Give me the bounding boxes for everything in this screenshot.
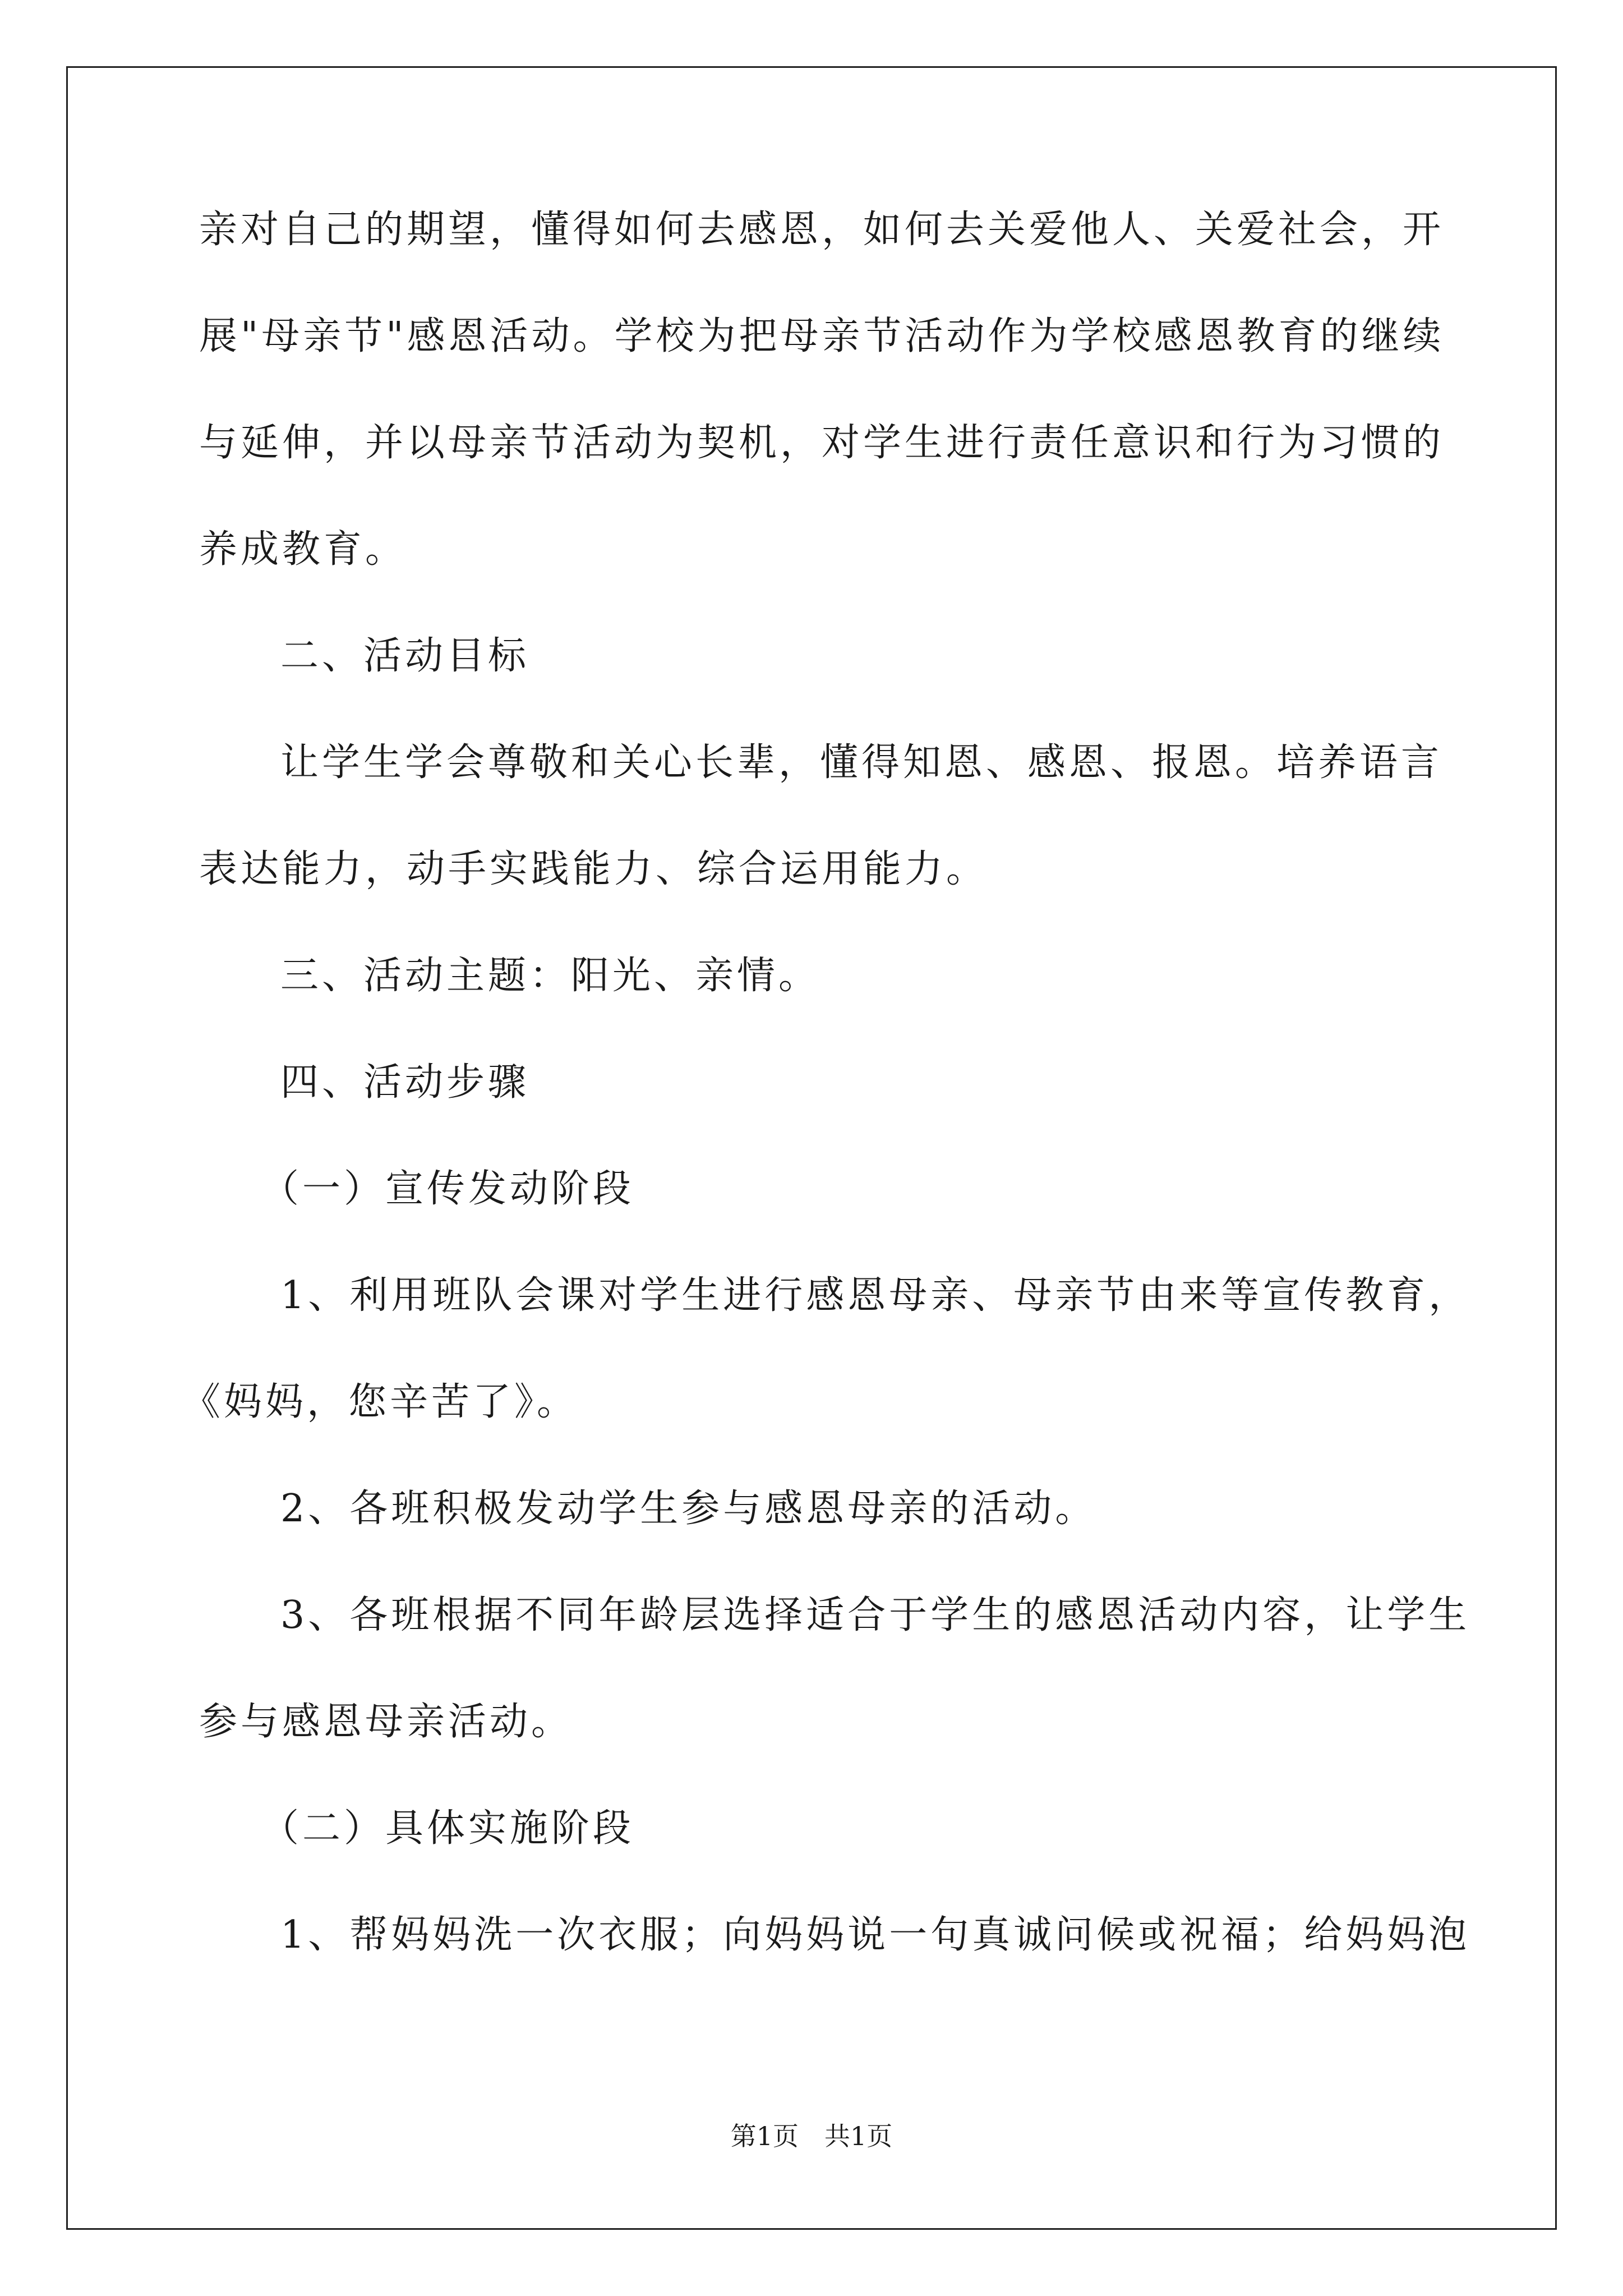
section-heading: 三、活动主题：阳光、亲情。 (280, 954, 820, 998)
paragraph-line: 养成教育。 (199, 527, 407, 572)
list-item-line: 3、各班根据不同年龄层选择适合于学生的感恩活动内容，让学生 (280, 1593, 1470, 1637)
page-number: 第1页 共1页 (730, 2121, 893, 2151)
subsection-heading: （二）具体实施阶段 (261, 1806, 635, 1851)
paragraph-line: 表达能力，动手实践能力、综合运用能力。 (199, 847, 988, 891)
section-heading: 二、活动目标 (280, 634, 530, 678)
paragraph-line: 展"母亲节"感恩活动。学校为把母亲节活动作为学校感恩教育的继续 (199, 314, 1445, 358)
section-heading: 四、活动步骤 (280, 1060, 530, 1105)
list-item-line: 《妈妈，您辛苦了》。 (182, 1380, 579, 1424)
paragraph-line: 让学生学会尊敬和关心长辈，懂得知恩、感恩、报恩。培养语言 (280, 740, 1443, 785)
list-item-line: 2、各班积极发动学生参与感恩母亲的活动。 (280, 1487, 1097, 1531)
list-item-line: 参与感恩母亲活动。 (199, 1700, 573, 1744)
list-item-line: 1、帮妈妈洗一次衣服；向妈妈说一句真诚问候或祝福；给妈妈泡 (280, 1913, 1470, 1957)
paragraph-line: 亲对自己的期望，懂得如何去感恩，如何去关爱他人、关爱社会，开 (199, 208, 1445, 252)
paragraph-line: 与延伸，并以母亲节活动为契机，对学生进行责任意识和行为习惯的 (199, 421, 1445, 465)
page-border (66, 66, 1557, 2230)
list-item-line: 1、利用班队会课对学生进行感恩母亲、母亲节由来等宣传教育， (280, 1273, 1470, 1318)
subsection-heading: （一）宣传发动阶段 (261, 1167, 635, 1211)
